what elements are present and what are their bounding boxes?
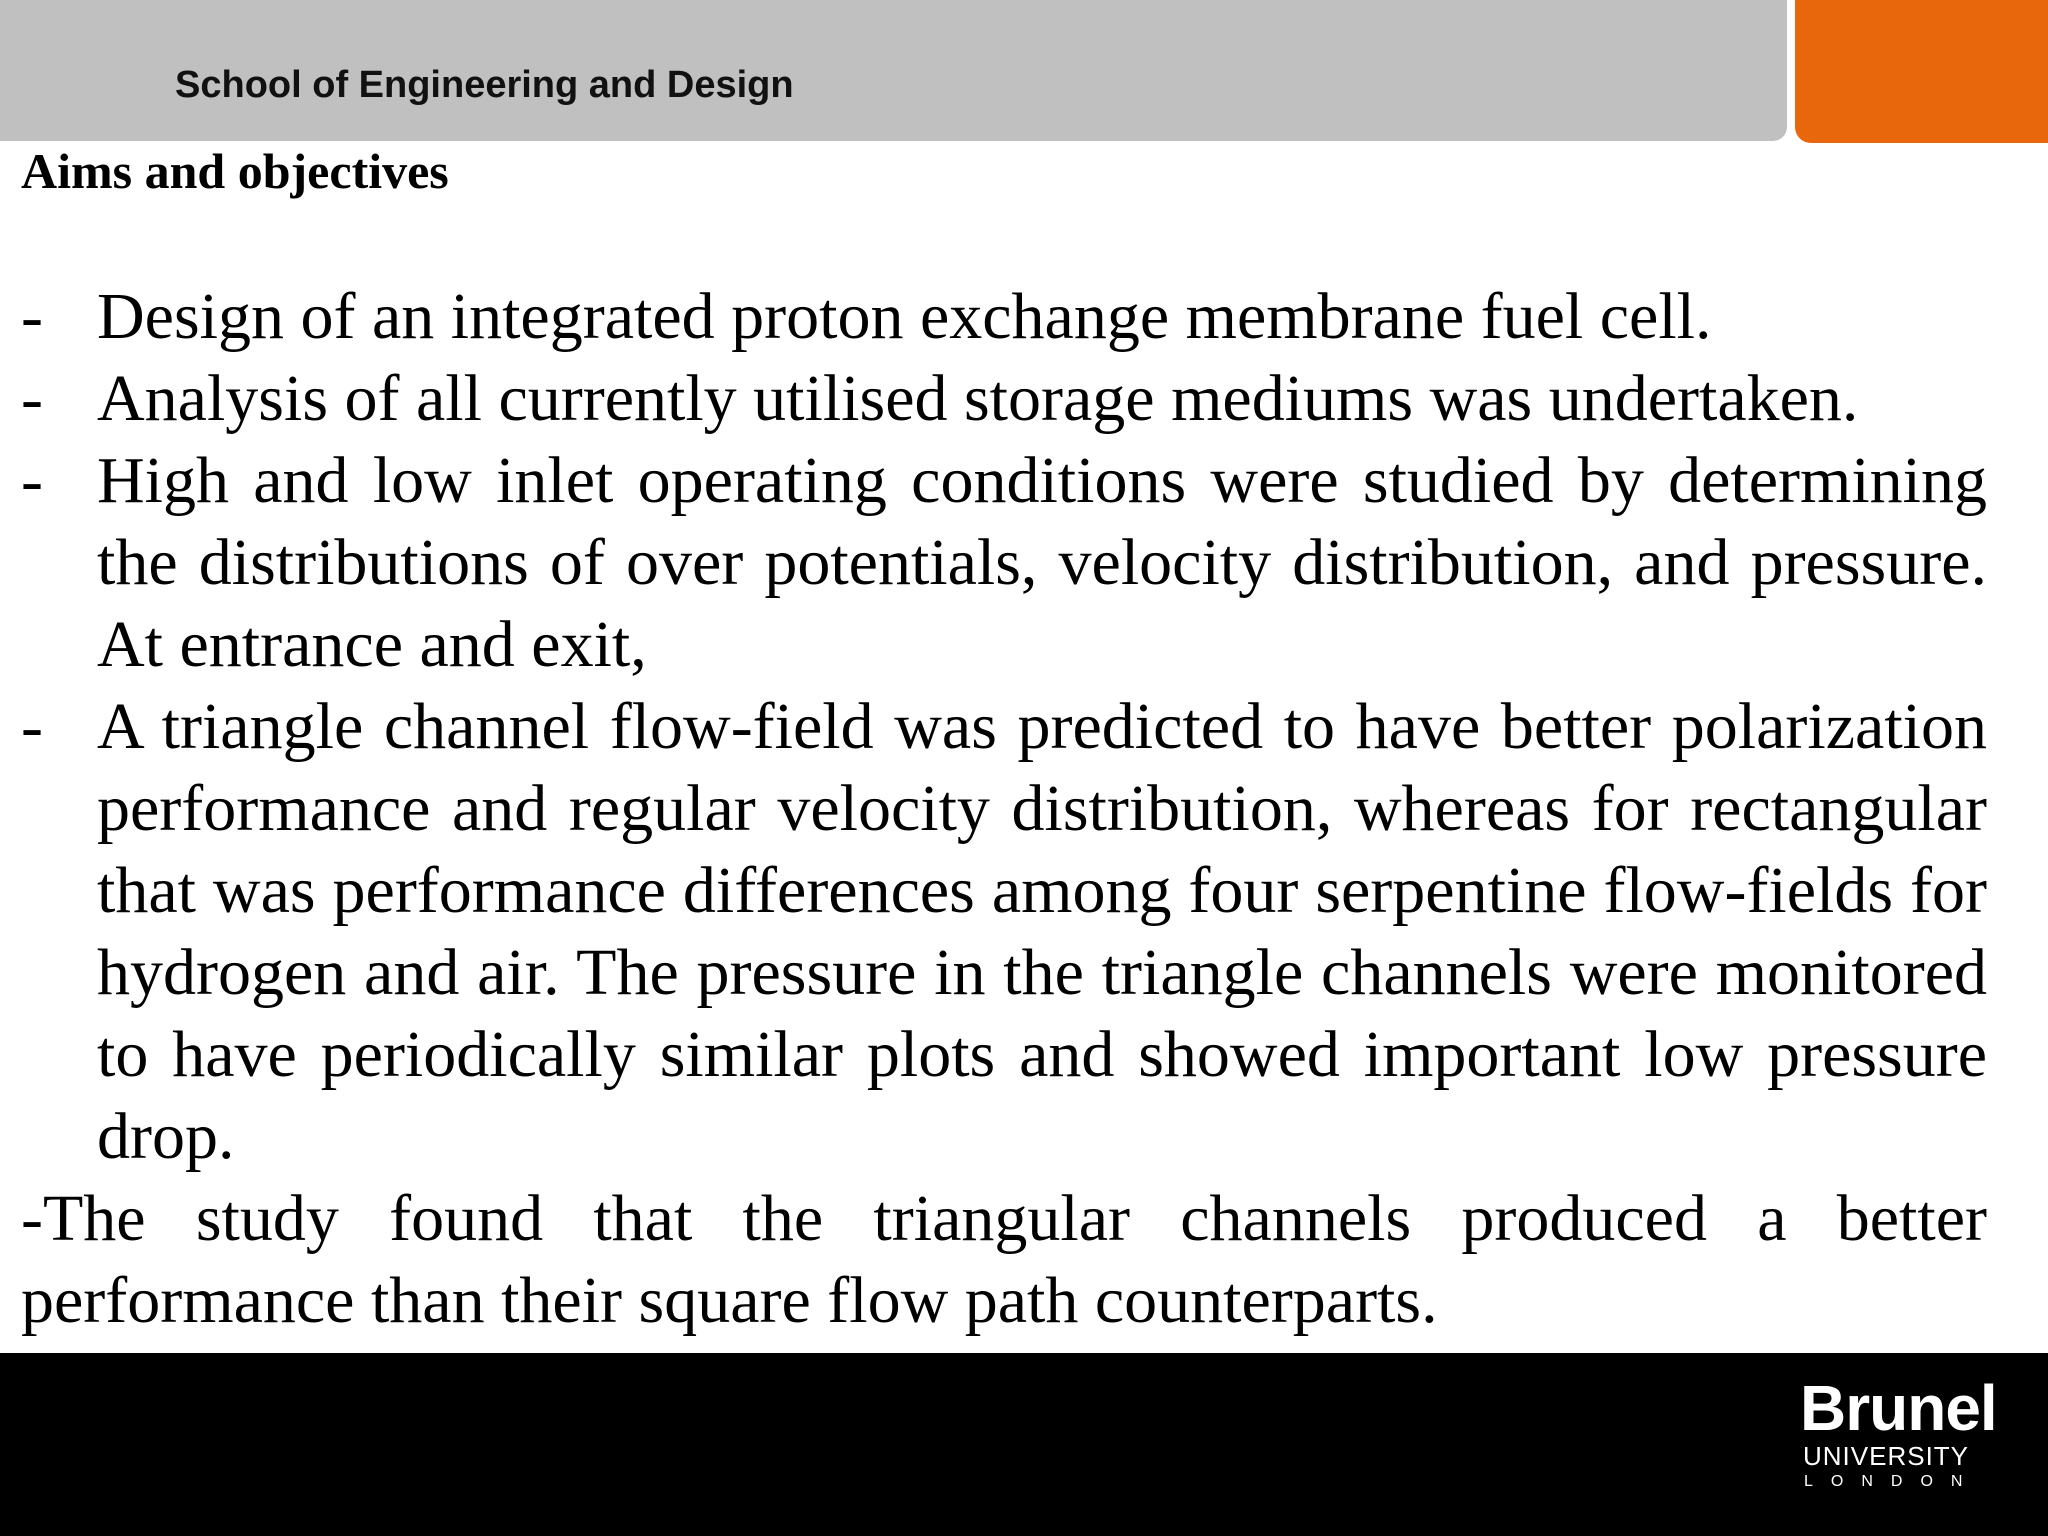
logo-university: UNIVERSITY	[1803, 1441, 1970, 1471]
brunel-university-logo	[1800, 1372, 1997, 1493]
bullet-dash: -	[21, 444, 43, 517]
content-body	[21, 276, 1987, 1342]
bullet-text: A triangle channel flow-field was predicted to have better polarization performance and regular velocity distribution, whereas for rectangular that was performance differences among four serpentine flow-fields for hydrogen and air. The pressure in the triangle channels were monitored to have periodically similar plots and showed important low pressure drop.	[97, 690, 1987, 1173]
bullet-item	[21, 358, 1987, 440]
bullet-item	[21, 440, 1987, 686]
section-title: Aims and objectives	[21, 143, 449, 199]
logo-brand: Brunel	[1800, 1372, 1997, 1444]
footer-bar	[0, 1353, 2048, 1536]
closing-paragraph: -The study found that the triangular channels produced a better performance than their square flow path counterparts.	[21, 1182, 1987, 1337]
bullet-text: High and low inlet operating conditions were studied by determining the distributions of over potentials, velocity distribution, and pressure. At entrance and exit,	[97, 444, 1987, 681]
header-title: School of Engineering and Design	[175, 64, 794, 106]
bullet-text: Design of an integrated proton exchange membrane fuel cell.	[97, 280, 1712, 353]
bullet-item	[21, 686, 1987, 1178]
bullet-dash: -	[21, 690, 43, 763]
logo-city: LONDON	[1804, 1473, 1981, 1490]
bullet-dash: -	[21, 362, 43, 435]
accent-block	[1795, 0, 2048, 143]
header-bar	[0, 0, 1787, 141]
bullet-text: Analysis of all currently utilised storage mediums was undertaken.	[97, 362, 1859, 435]
bullet-dash: -	[21, 280, 43, 353]
bullet-item	[21, 276, 1987, 358]
